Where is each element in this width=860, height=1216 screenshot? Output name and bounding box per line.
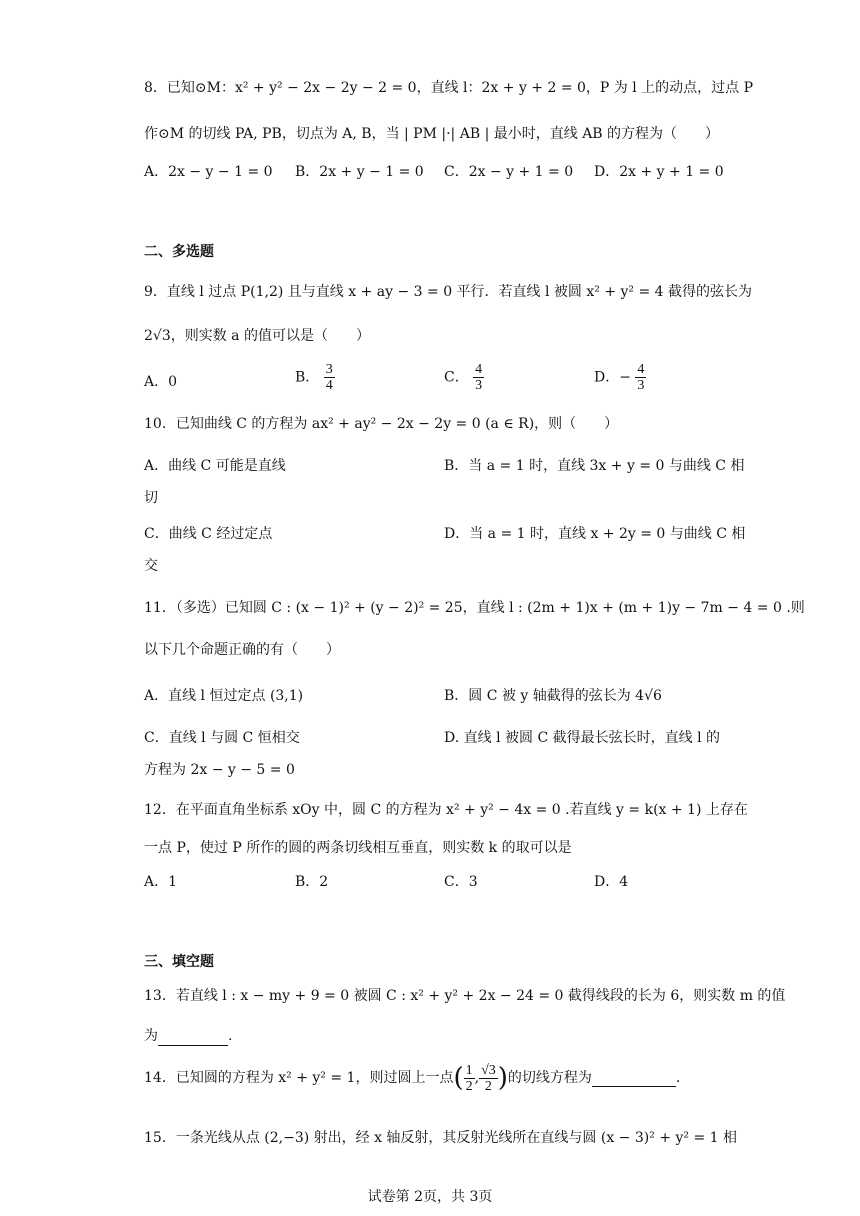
- q10-option-c: C．曲线 C 经过定点: [144, 526, 273, 542]
- q12-option-c: C．3: [444, 874, 478, 890]
- q10-option-d-continued: 交: [144, 558, 158, 574]
- q11-line2: 以下几个命题正确的有（ ）: [144, 642, 340, 658]
- q9-option-d: [594, 362, 646, 393]
- q12-option-b: B．2: [295, 874, 329, 890]
- q10-option-a: A．曲线 C 可能是直线: [144, 458, 286, 474]
- q10-option-b-continued: 切: [144, 490, 158, 506]
- q11-option-c: C．直线 l 与圆 C 恒相交: [144, 730, 300, 746]
- q9-option-a: A．0: [144, 374, 178, 390]
- q12-line2: 一点 P，使过 P 所作的圆的两条切线相互垂直，则实数 k 的取可以是: [144, 840, 572, 856]
- q9-option-c-label: C．: [444, 369, 469, 386]
- q11-option-a: A．直线 l 恒过定点 (3,1): [144, 688, 304, 704]
- q9-option-b: [295, 362, 335, 393]
- q11-line1: 11．（多选）已知圆 C : (x − 1)² + (y − 2)² = 25，直线 l : (2m + 1)x + (m + 1)y − 7m − 4 = 0 .则: [144, 600, 805, 616]
- q9-option-c-fraction: $\frac{4}{3}$: [475, 362, 483, 393]
- q9-option-b-label: B．: [295, 369, 320, 386]
- q10-line1: 10．已知曲线 C 的方程为 ax² + ay² − 2x − 2y = 0 (a ∈ R)，则（ ）: [144, 416, 619, 432]
- q8-option-a: A．2x − y − 1 = 0: [144, 164, 273, 180]
- q11-option-d-continued: 方程为 2x − y − 5 = 0: [144, 762, 295, 778]
- q9-option-b-fraction: $\frac{3}{4}$: [325, 362, 333, 393]
- q13-line2: [144, 1026, 232, 1046]
- q9-line2: 2√3，则实数 a 的值可以是（ ）: [144, 328, 370, 344]
- section-fill-in-heading: 三、填空题: [144, 954, 214, 970]
- q8-option-d: D．2x + y + 1 = 0: [594, 164, 724, 180]
- q8-line2: 作⊙M 的切线 PA, PB，切点为 A, B，当 | PM |·| AB | 最小时，直线 AB 的方程为（ ）: [144, 126, 720, 142]
- q12-line1: 12．在平面直角坐标系 xOy 中，圆 C 的方程为 x² + y² − 4x = 0 .若直线 y = k(x + 1) 上存在: [144, 802, 748, 818]
- q14-right-paren: ): [497, 1063, 508, 1093]
- q10-option-d: D．当 a = 1 时，直线 x + 2y = 0 与曲线 C 相: [444, 526, 746, 542]
- q14-prefix: 14．已知圆的方程为 x² + y² = 1，则过圆上一点: [144, 1070, 454, 1086]
- q8-option-c: C．2x − y + 1 = 0: [444, 164, 574, 180]
- q13-line2-prefix: 为: [144, 1028, 158, 1044]
- q14-line: 14．已知圆的方程为 x² + y² = 1，则过圆上一点( $\frac{1}{2}$ , $\frac{√3}{2}$ )的切线方程为 .: [144, 1062, 681, 1094]
- q14-answer-blank[interactable]: [592, 1070, 676, 1087]
- q9-option-d-label: D．−: [594, 369, 631, 386]
- q8-line1: 8．已知⊙M：x² + y² − 2x − 2y − 2 = 0，直线 l：2x + y + 2 = 0，P 为 l 上的动点，过点 P: [144, 80, 754, 96]
- q10-option-b: B．当 a = 1 时，直线 3x + y = 0 与曲线 C 相: [444, 458, 745, 474]
- q15-line1: 15．一条光线从点 (2,−3) 射出，经 x 轴反射，其反射光线所在直线与圆 (x − 3)² + y² = 1 相: [144, 1130, 737, 1146]
- q13-line2-suffix: .: [228, 1028, 233, 1044]
- q14-end: .: [675, 1070, 681, 1086]
- q9-option-c: [444, 362, 484, 393]
- q13-line1: 13．若直线 l : x − my + 9 = 0 被圆 C : x² + y² + 2x − 24 = 0 截得线段的长为 6，则实数 m 的值: [144, 988, 786, 1004]
- q11-option-b: B．圆 C 被 y 轴截得的弦长为 4√6: [444, 688, 662, 704]
- q12-option-a: A．1: [144, 874, 178, 890]
- q12-option-d: D．4: [594, 874, 629, 890]
- q14-left-paren: (: [453, 1063, 464, 1093]
- section-multi-choice-heading: 二、多选题: [144, 244, 214, 260]
- q13-answer-blank[interactable]: [158, 1029, 228, 1046]
- q9-option-d-fraction: $\frac{4}{3}$: [637, 362, 645, 393]
- q14-fraction-y: $\frac{√3}{2}$: [481, 1062, 496, 1094]
- q9-line1: 9．直线 l 过点 P(1,2) 且与直线 x + ay − 3 = 0 平行．若直线 l 被圆 x² + y² = 4 截得的弦长为: [144, 284, 753, 300]
- q8-option-b: B．2x + y − 1 = 0: [295, 164, 424, 180]
- page-footer: 试卷第 2页，共 3页: [367, 1189, 493, 1205]
- q11-option-d: D. 直线 l 被圆 C 截得最长弦长时，直线 l 的: [444, 730, 720, 746]
- q14-fraction-x: $\frac{1}{2}$: [465, 1062, 473, 1094]
- q14-suffix: 的切线方程为: [507, 1070, 592, 1086]
